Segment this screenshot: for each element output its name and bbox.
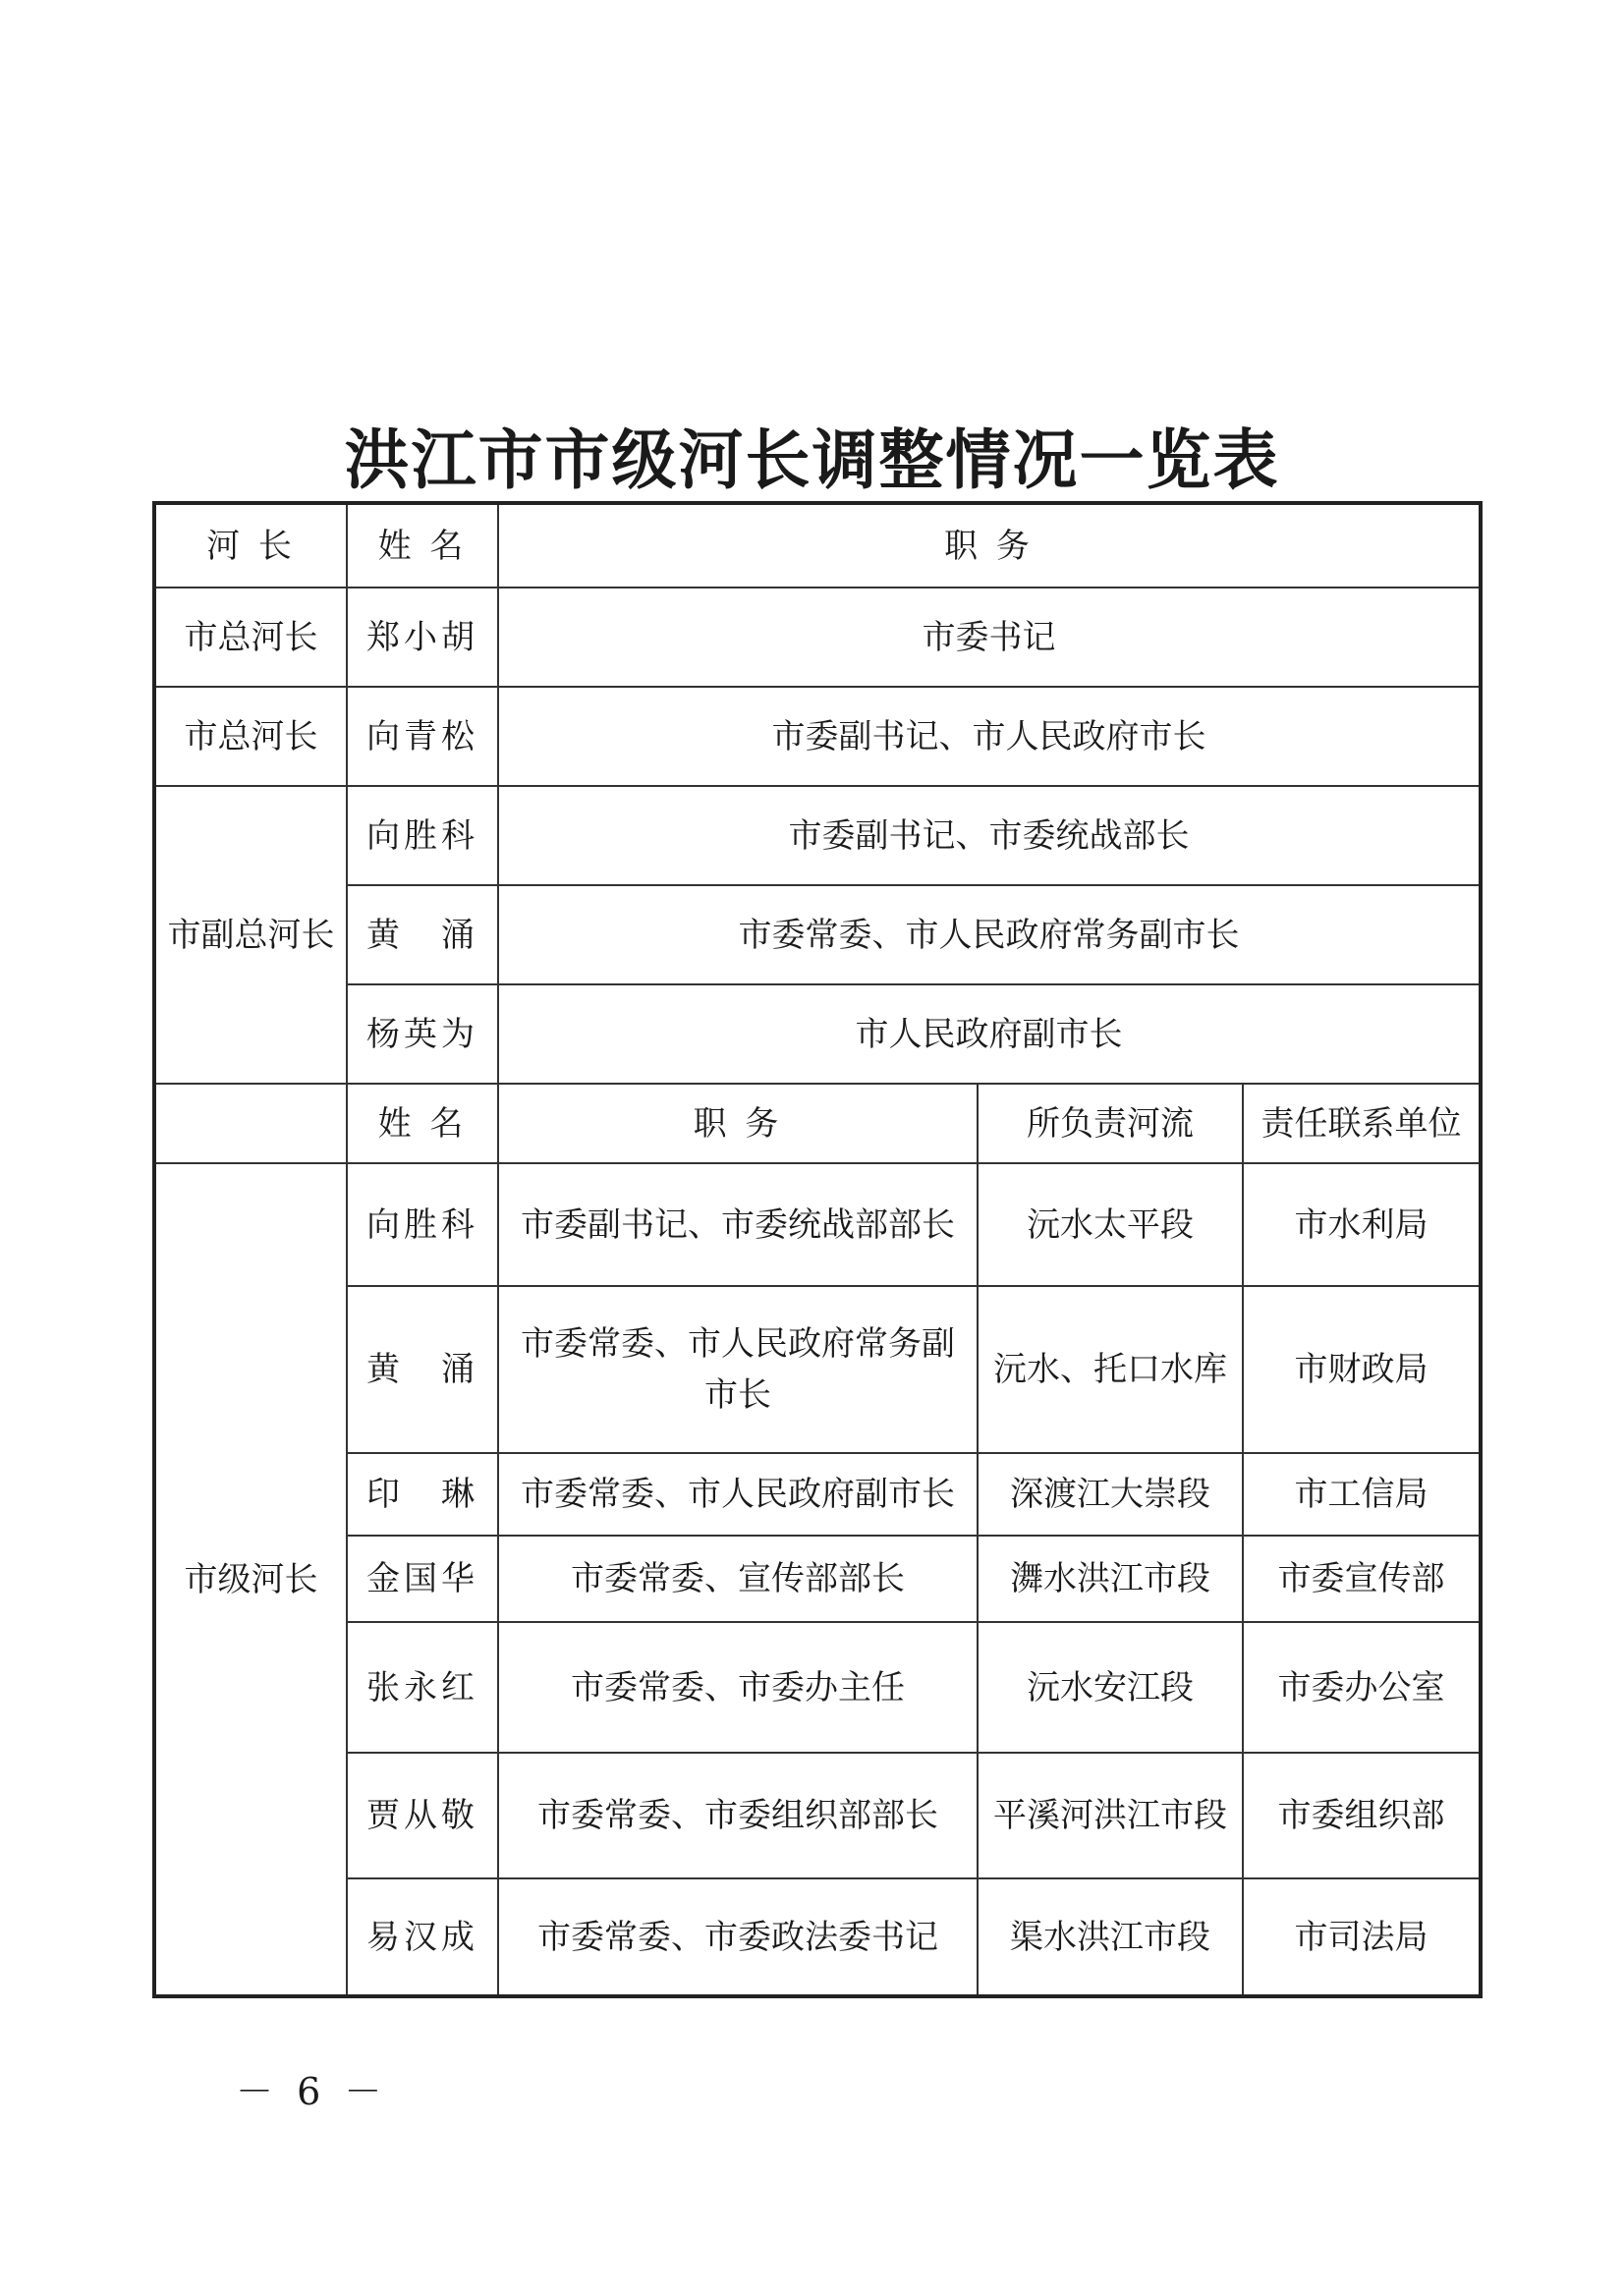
- role-cell: 市总河长: [154, 588, 347, 687]
- name-cell: 贾从敬: [347, 1753, 498, 1878]
- unit-cell: 市财政局: [1243, 1286, 1481, 1453]
- table-row: [154, 1286, 1481, 1453]
- river-cell: 沅水、托口水库: [978, 1286, 1243, 1453]
- table-row: [154, 687, 1481, 786]
- river-chief-table: [152, 501, 1483, 1998]
- unit-cell: 市水利局: [1243, 1163, 1481, 1286]
- subheader-name: 姓 名: [347, 1084, 498, 1163]
- duty-cell: 市委常委、市委政法委书记: [498, 1878, 978, 1996]
- duty-cell: 市委副书记、市委统战部部长: [498, 1163, 978, 1286]
- name-cell: 向青松: [347, 687, 498, 786]
- name-cell: 张永红: [347, 1622, 498, 1753]
- duty-cell: 市委副书记、市委统战部长: [498, 786, 1481, 885]
- duty-cell: 市委常委、市人民政府副市长: [498, 1453, 978, 1536]
- duty-cell: 市委常委、宣传部部长: [498, 1536, 978, 1622]
- table-row: [154, 1536, 1481, 1622]
- page-number: － 6 －: [236, 2070, 388, 2113]
- duty-cell: 市委常委、市人民政府常务副市长: [498, 885, 1481, 984]
- river-cell: 沅水安江段: [978, 1622, 1243, 1753]
- table-row: [154, 885, 1481, 984]
- name-cell: 杨英为: [347, 984, 498, 1084]
- table-row: [154, 1622, 1481, 1753]
- subheader-river: 所负责河流: [978, 1084, 1243, 1163]
- duty-cell: 市委常委、市人民政府常务副市长: [498, 1286, 978, 1453]
- role-cell-deputy: 市副总河长: [154, 786, 347, 1084]
- name-cell: 黄 涌: [347, 885, 498, 984]
- name-cell: 黄 涌: [347, 1286, 498, 1453]
- unit-cell: 市委办公室: [1243, 1622, 1481, 1753]
- duty-cell: 市委副书记、市人民政府市长: [498, 687, 1481, 786]
- empty-cell: [154, 1084, 347, 1163]
- river-cell: 渠水洪江市段: [978, 1878, 1243, 1996]
- name-cell: 金国华: [347, 1536, 498, 1622]
- river-cell: 沅水太平段: [978, 1163, 1243, 1286]
- table-row: [154, 786, 1481, 885]
- table-row: [154, 1878, 1481, 1996]
- duty-cell: 市人民政府副市长: [498, 984, 1481, 1084]
- name-cell: 郑小胡: [347, 588, 498, 687]
- duty-cell: 市委常委、市委办主任: [498, 1622, 978, 1753]
- duty-cell: 市委常委、市委组织部部长: [498, 1753, 978, 1878]
- table-row: [154, 984, 1481, 1084]
- unit-cell: 市委宣传部: [1243, 1536, 1481, 1622]
- river-cell: 㵲水洪江市段: [978, 1536, 1243, 1622]
- duty-cell: 市委书记: [498, 588, 1481, 687]
- name-cell: 向胜科: [347, 786, 498, 885]
- unit-cell: 市工信局: [1243, 1453, 1481, 1536]
- subheader-duty: 职 务: [498, 1084, 978, 1163]
- header-duty: 职 务: [498, 503, 1481, 588]
- river-cell: 深渡江大崇段: [978, 1453, 1243, 1536]
- table-row: [154, 1163, 1481, 1286]
- page-title: 洪江市市级河长调整情况一览表: [344, 421, 1280, 498]
- sub-header-row: [154, 1084, 1481, 1163]
- subheader-unit: 责任联系单位: [1243, 1084, 1481, 1163]
- header-name: 姓 名: [347, 503, 498, 588]
- role-cell-city: 市级河长: [154, 1163, 347, 1996]
- role-cell: 市总河长: [154, 687, 347, 786]
- header-role: 河 长: [154, 503, 347, 588]
- table-header-row: [154, 503, 1481, 588]
- name-cell: 易汉成: [347, 1878, 498, 1996]
- table-row: [154, 1753, 1481, 1878]
- table-row: [154, 588, 1481, 687]
- table-row: [154, 1453, 1481, 1536]
- name-cell: 印 琳: [347, 1453, 498, 1536]
- unit-cell: 市委组织部: [1243, 1753, 1481, 1878]
- river-cell: 平溪河洪江市段: [978, 1753, 1243, 1878]
- name-cell: 向胜科: [347, 1163, 498, 1286]
- unit-cell: 市司法局: [1243, 1878, 1481, 1996]
